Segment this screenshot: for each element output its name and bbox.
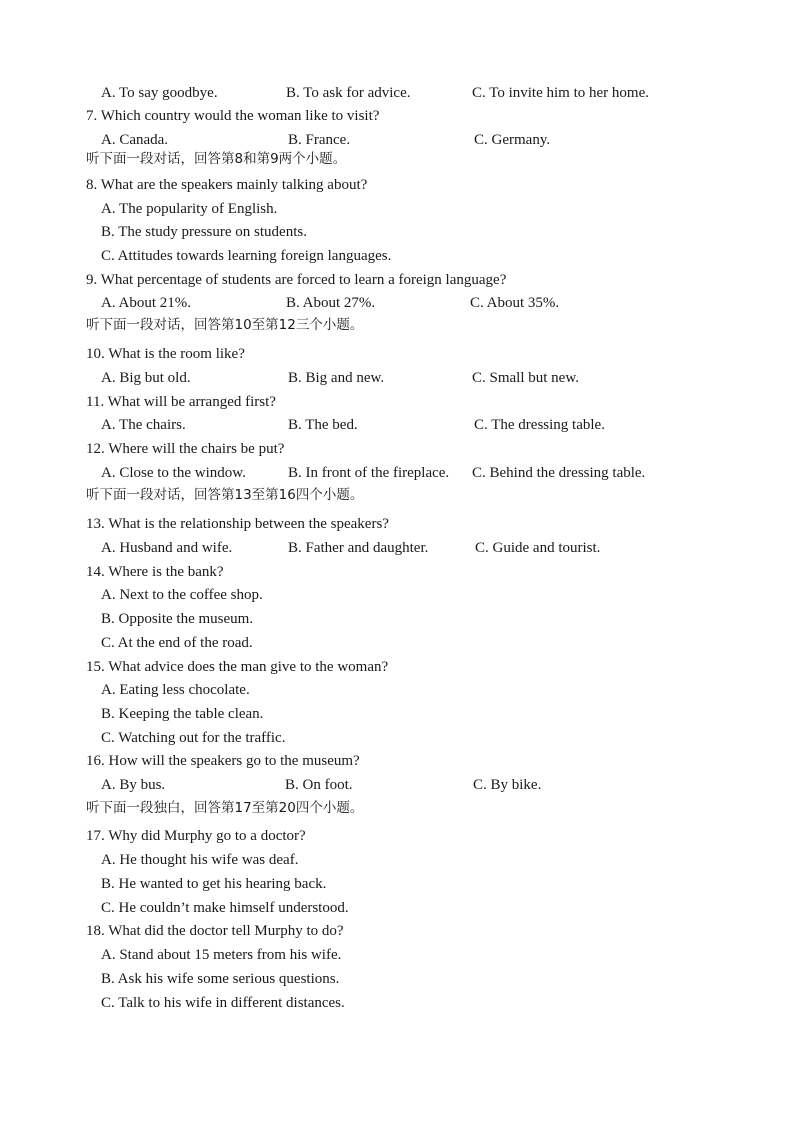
- q14-option-b: B. Opposite the museum.: [101, 611, 254, 627]
- q18-option-a: A. Stand about 15 meters from his wife.: [101, 947, 342, 963]
- q7-option-c: C. Germany.: [474, 132, 551, 148]
- q6-option-c: C. To invite him to her home.: [472, 85, 649, 101]
- q14-option-a: A. Next to the coffee shop.: [101, 587, 263, 603]
- q12-stem: 12. Where will the chairs be put?: [86, 441, 285, 457]
- q13-stem: 13. What is the relationship between the speakers?: [86, 516, 389, 532]
- q11-option-c: C. The dressing table.: [474, 417, 605, 433]
- q10-option-c: C. Small but new.: [472, 370, 579, 386]
- q9-option-b: B. About 27%.: [286, 295, 376, 311]
- q8-option-c: C. Attitudes towards learning foreign languages.: [101, 248, 392, 264]
- q17-option-b: B. He wanted to get his hearing back.: [101, 876, 327, 892]
- q7-option-a: A. Canada.: [101, 132, 169, 148]
- q17-option-a: A. He thought his wife was deaf.: [101, 852, 299, 868]
- q10-option-b: B. Big and new.: [288, 370, 385, 386]
- q17-option-c: C. He couldn’t make himself understood.: [101, 900, 349, 916]
- instruction-17-20: 听下面一段独白，回答第17至第20四个小题。: [86, 800, 364, 816]
- q8-option-a: A. The popularity of English.: [101, 201, 278, 217]
- instruction-13-16: 听下面一段对话，回答第13至第16四个小题。: [86, 487, 364, 503]
- q16-stem: 16. How will the speakers go to the museum?: [86, 753, 360, 769]
- q11-option-a: A. The chairs.: [101, 417, 186, 433]
- q17-stem: 17. Why did Murphy go to a doctor?: [86, 828, 306, 844]
- q11-option-b: B. The bed.: [288, 417, 358, 433]
- q12-option-b: B. In front of the fireplace.: [288, 465, 450, 481]
- q14-option-c: C. At the end of the road.: [101, 635, 253, 651]
- q16-option-a: A. By bus.: [101, 777, 166, 793]
- instruction-10-12: 听下面一段对话，回答第10至第12三个小题。: [86, 317, 364, 333]
- instruction-8-9: 听下面一段对话，回答第8和第9两个小题。: [86, 151, 347, 167]
- q15-stem: 15. What advice does the man give to the woman?: [86, 659, 389, 675]
- q13-option-a: A. Husband and wife.: [101, 540, 233, 556]
- q10-option-a: A. Big but old.: [101, 370, 191, 386]
- q15-option-c: C. Watching out for the traffic.: [101, 730, 286, 746]
- q8-option-b: B. The study pressure on students.: [101, 224, 307, 240]
- q9-stem: 9. What percentage of students are forced to learn a foreign language?: [86, 272, 507, 288]
- q6-option-b: B. To ask for advice.: [286, 85, 411, 101]
- q12-option-c: C. Behind the dressing table.: [472, 465, 646, 481]
- q15-option-b: B. Keeping the table clean.: [101, 706, 264, 722]
- q6-option-a: A. To say goodbye.: [101, 85, 218, 101]
- q9-option-c: C. About 35%.: [470, 295, 560, 311]
- q9-option-a: A. About 21%.: [101, 295, 191, 311]
- q14-stem: 14. Where is the bank?: [86, 564, 224, 580]
- q13-option-c: C. Guide and tourist.: [475, 540, 601, 556]
- q12-option-a: A. Close to the window.: [101, 465, 246, 481]
- q11-stem: 11. What will be arranged first?: [86, 394, 276, 410]
- q10-stem: 10. What is the room like?: [86, 346, 245, 362]
- q13-option-b: B. Father and daughter.: [288, 540, 429, 556]
- q7-option-b: B. France.: [288, 132, 351, 148]
- q18-stem: 18. What did the doctor tell Murphy to do?: [86, 923, 344, 939]
- q16-option-c: C. By bike.: [473, 777, 542, 793]
- q8-stem: 8. What are the speakers mainly talking about?: [86, 177, 368, 193]
- q16-option-b: B. On foot.: [285, 777, 353, 793]
- q18-option-b: B. Ask his wife some serious questions.: [101, 971, 340, 987]
- q18-option-c: C. Talk to his wife in different distances.: [101, 995, 345, 1011]
- q15-option-a: A. Eating less chocolate.: [101, 682, 250, 698]
- q7-stem: 7. Which country would the woman like to visit?: [86, 108, 380, 124]
